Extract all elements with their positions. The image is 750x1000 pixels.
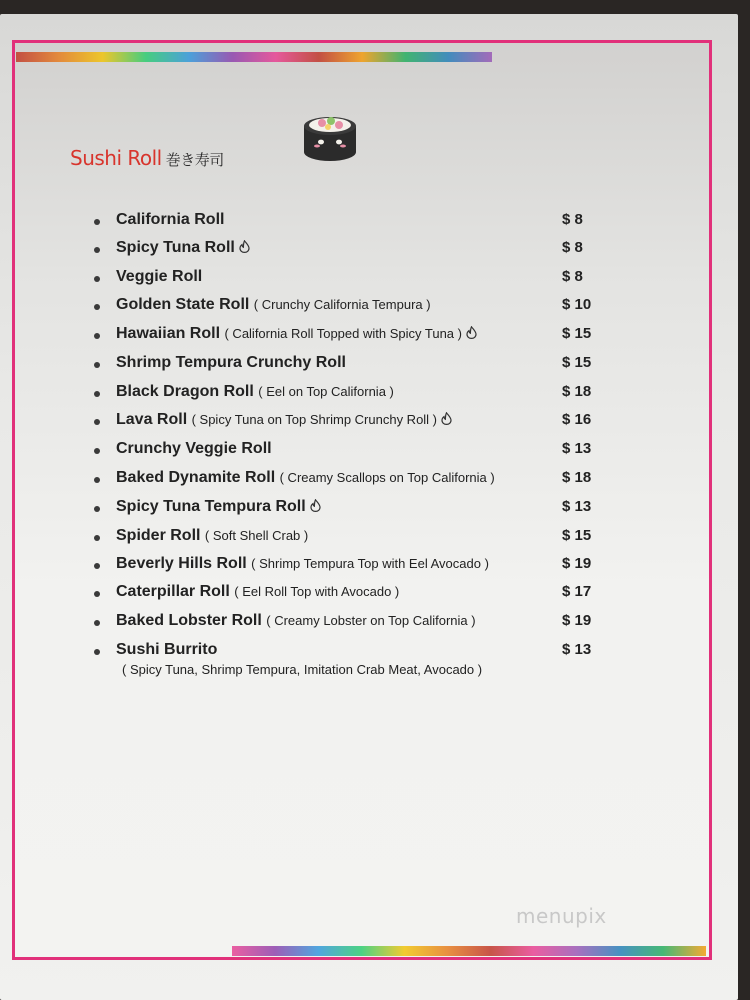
menu-item: [90, 555, 610, 579]
menu-item-line: [116, 325, 477, 343]
menu-item-name: Black Dragon Roll: [116, 383, 254, 400]
menu-item-price: $ 13: [562, 498, 592, 515]
menu-item-price: $ 8: [562, 239, 583, 256]
menu-item-description: ( Creamy Lobster on Top California ): [266, 613, 476, 628]
section-title-jp: 巻き寿司: [165, 151, 224, 169]
menu-item-price: $ 17: [562, 583, 592, 600]
menu-item-line: [116, 383, 394, 401]
menu-item-line: [116, 641, 217, 659]
menu-item-description: ( Creamy Scallops on Top California ): [279, 470, 495, 485]
menu-item-line: [116, 354, 346, 372]
section-title-en: Sushi Roll: [70, 146, 162, 170]
menu-item-line: [116, 411, 452, 429]
menu-item: [90, 211, 610, 235]
menu-item-line: [116, 268, 202, 286]
menu-item-name: Baked Lobster Roll: [116, 612, 262, 629]
bullet-icon: [94, 219, 100, 225]
menu-item-price: $ 19: [562, 612, 592, 629]
menu-item-price: $ 15: [562, 325, 592, 342]
menu-item-line: [116, 239, 250, 257]
menu-item-name: Shrimp Tempura Crunchy Roll: [116, 354, 346, 371]
bullet-icon: [94, 535, 100, 541]
menu-item-description: ( Spicy Tuna on Top Shrimp Crunchy Roll ): [191, 412, 438, 427]
menu-item-name: Lava Roll: [116, 411, 188, 428]
bullet-icon: [94, 391, 100, 397]
bullet-icon: [94, 591, 100, 597]
menu-item-line: [116, 527, 308, 545]
sushi-roll-icon: [298, 108, 362, 164]
bullet-icon: [94, 563, 100, 569]
menu-item-name: Spider Roll: [116, 527, 201, 544]
menu-item: [90, 239, 610, 263]
menu-item-price: $ 18: [562, 469, 592, 486]
menu-item-name: Spicy Tuna Roll: [116, 239, 235, 256]
menu-item-name: Baked Dynamite Roll: [116, 469, 276, 486]
menu-item-price: $ 13: [562, 641, 592, 658]
rainbow-stripe-bottom: [232, 946, 706, 956]
bullet-icon: [94, 649, 100, 655]
menu-item-name: Hawaiian Roll: [116, 325, 221, 342]
menu-item-line: [116, 583, 399, 601]
menu-item-price: $ 8: [562, 268, 583, 285]
menu-item-price: $ 15: [562, 527, 592, 544]
bullet-icon: [94, 276, 100, 282]
menu-item-price: $ 10: [562, 296, 592, 313]
bullet-icon: [94, 304, 100, 310]
menu-item-price: $ 8: [562, 211, 583, 228]
menu-item-price: $ 16: [562, 411, 592, 428]
watermark: menupix: [516, 904, 607, 928]
spicy-flame-icon: [239, 240, 250, 253]
menu-item: [90, 527, 610, 551]
menu-item-price: $ 18: [562, 383, 592, 400]
menu-item-description: ( Crunchy California Tempura ): [253, 297, 431, 312]
menu-item-name: Spicy Tuna Tempura Roll: [116, 498, 306, 515]
menu-item-description: ( Eel Roll Top with Avocado ): [234, 584, 400, 599]
bullet-icon: [94, 448, 100, 454]
menu-item: [90, 325, 610, 349]
spicy-flame-icon: [310, 499, 321, 512]
menu-item-name: Crunchy Veggie Roll: [116, 440, 272, 457]
menu-item-name: Caterpillar Roll: [116, 583, 230, 600]
bullet-icon: [94, 247, 100, 253]
menu-item-line: [116, 555, 489, 573]
burrito-detail: ( Spicy Tuna, Shrimp Tempura, Imitation Crab Meat, Avocado ): [122, 662, 483, 677]
bullet-icon: [94, 333, 100, 339]
menu-item-line: [116, 211, 224, 229]
menu-item-description: ( Soft Shell Crab ): [204, 528, 309, 543]
menu-item: [90, 612, 610, 636]
menu-item-line: [116, 469, 495, 487]
menu-item-name: Veggie Roll: [116, 268, 203, 285]
spicy-flame-icon: [466, 326, 477, 339]
spicy-flame-icon: [441, 412, 452, 425]
menu-item-description: ( Shrimp Tempura Top with Eel Avocado ): [251, 556, 489, 571]
menu-item-name: Beverly Hills Roll: [116, 555, 247, 572]
rainbow-stripe-top: [16, 52, 492, 62]
menu-item: [90, 440, 610, 464]
bullet-icon: [94, 620, 100, 626]
menu-item-name: Sushi Burrito: [116, 641, 218, 658]
menu-item: [90, 383, 610, 407]
menu-item-line: [116, 612, 476, 630]
menu-item-price: $ 15: [562, 354, 592, 371]
menu-item: [90, 498, 610, 522]
menu-item-line: [116, 296, 431, 314]
menu-item-price: $ 13: [562, 440, 592, 457]
bullet-icon: [94, 362, 100, 368]
menu-item: [90, 411, 610, 435]
bullet-icon: [94, 477, 100, 483]
menu-item-line: [116, 440, 272, 458]
menu-item-name: Golden State Roll: [116, 296, 250, 313]
menu-item: [90, 469, 610, 493]
menu-item-line: [116, 498, 321, 516]
menu-item-price: $ 19: [562, 555, 592, 572]
menu-item-description: ( Eel on Top California ): [258, 384, 394, 399]
menu-item: [90, 354, 610, 378]
section-title: [70, 146, 224, 170]
menu-item: [90, 296, 610, 320]
menu-item-name: California Roll: [116, 211, 225, 228]
menu-item-description: ( California Roll Topped with Spicy Tuna ): [224, 326, 462, 341]
bullet-icon: [94, 506, 100, 512]
menu-item: [90, 268, 610, 292]
bullet-icon: [94, 419, 100, 425]
menu-item: [90, 583, 610, 607]
